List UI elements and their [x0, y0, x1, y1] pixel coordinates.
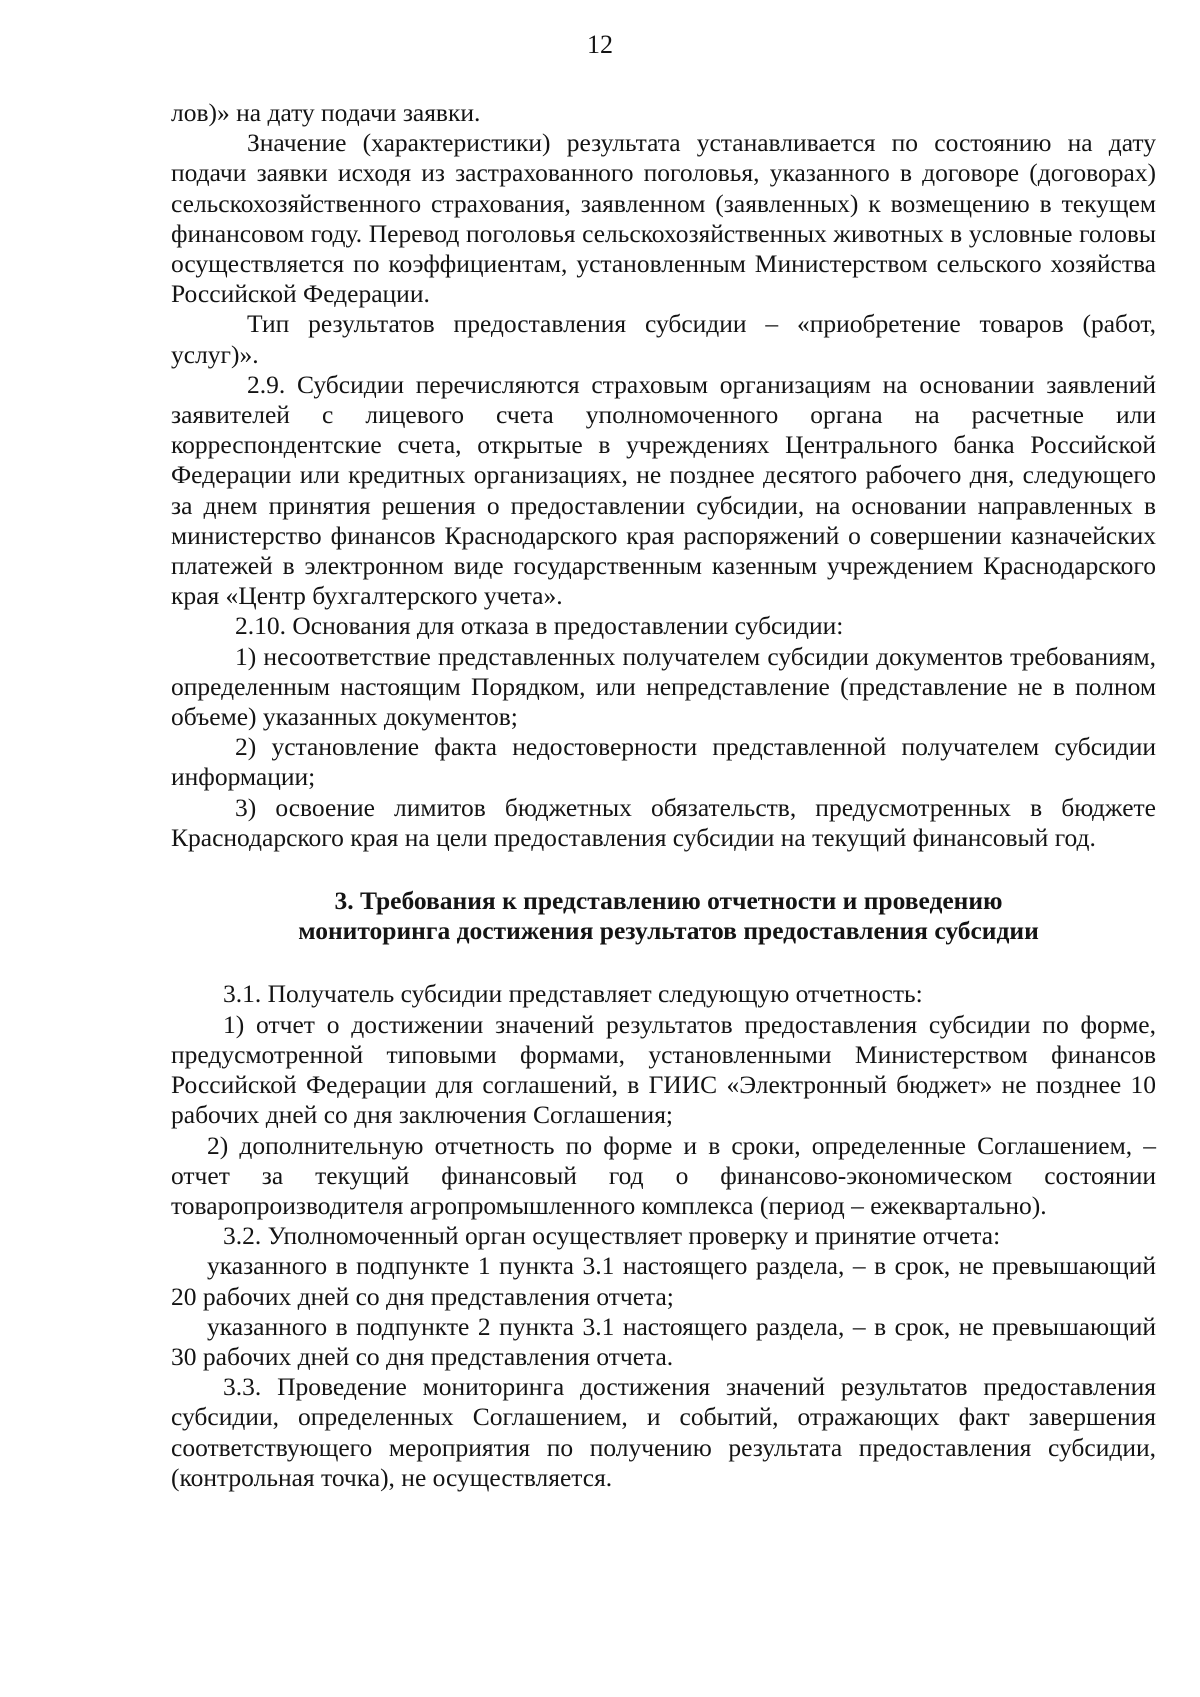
paragraph-2-9: 2.9. Субсидии перечисляются страховым организациям на основании заявлений заявителей с лицевого счета уполномоченного органа на расчетные или корреспондентские счета, открытые в учреждениях Центрального банка Российской Федерации или кредитных организациях, не позднее десятого рабочего дня, следующего за днем принятия решения о предоставлении субсидии, на основании направленных в министерство финансов Краснодарского края распоряжений о совершении казначейских платежей в электронном виде государственным казенным учреждением Краснодарского края «Центр бухгалтерского учета». [171, 369, 1156, 611]
paragraph-3-1: 3.1. Получатель субсидии представляет следующую отчетность: [223, 979, 923, 1009]
paragraph-3-1-item-1: 1) отчет о достижении значений результатов предоставления субсидии по форме, предусмотренной типовыми формами, установленными Министерством финансов Российской Федерации для соглашений, в ГИИС «Электронный бюджет» не позднее 10 рабочих дней со дня заключения Соглашения; [171, 1009, 1156, 1130]
paragraph-2-10: 2.10. Основания для отказа в предоставлении субсидии: [235, 611, 844, 641]
section-heading-line-1: 3. Требования к представлению отчетности и проведению [334, 886, 1003, 916]
paragraph-2-10-item-2: 2) установление факта недостоверности представленной получателем субсидии информации; [171, 732, 1156, 792]
paragraph-3-1-item-2: 2) дополнительную отчетность по форме и в сроки, определенные Соглашением, – отчет за текущий финансовый год о финансово-экономическом состоянии товаропроизводителя агропромышленного комплекса (период – ежеквартально). [171, 1130, 1156, 1220]
paragraph-2-10-item-3: 3) освоение лимитов бюджетных обязательств, предусмотренных в бюджете Краснодарского края на цели предоставления субсидии на текущий финансовый год. [171, 792, 1156, 852]
paragraph-3-3: 3.3. Проведение мониторинга достижения значений результатов предоставления субсидии, определенных Соглашением, и событий, отражающих факт завершения соответствующего мероприятия по получению результата предоставления субсидии, (контрольная точка), не осуществляется. [171, 1372, 1156, 1492]
document-body [171, 98, 1156, 1493]
page-number: 12 [587, 30, 613, 59]
paragraph-3-2: 3.2. Уполномоченный орган осуществляет проверку и принятие отчета: [223, 1221, 1001, 1251]
paragraph-result-value: Значение (характеристики) результата устанавливается по состоянию на дату подачи заявки исходя из застрахованного поголовья, указанного в договоре (договорах) сельскохозяйственного страхования, заявленном (заявленных) к возмещению в текущем финансовом году. Перевод поголовья сельскохозяйственных животных в условные головы осуществляется по коэффициентам, установленным Министерством сельского хозяйства Российской Федерации. [171, 128, 1156, 309]
paragraph-2-10-item-1: 1) несоответствие представленных получателем субсидии документов требованиям, определенным настоящим Порядком, или непредставление (представление не в полном объеме) указанных документов; [171, 641, 1156, 732]
paragraph-continuation: лов)» на дату подачи заявки. [171, 98, 481, 127]
paragraph-3-2-item-2: указанного в подпункте 2 пункта 3.1 настоящего раздела, – в срок, не превышающий 30 рабочих дней со дня представления отчета. [171, 1311, 1156, 1371]
section-heading-line-2: мониторинга достижения результатов предоставления субсидии [298, 916, 1039, 946]
paragraph-3-2-item-1: указанного в подпункте 1 пункта 3.1 настоящего раздела, – в срок, не превышающий 20 рабочих дней со дня представления отчета; [171, 1251, 1156, 1311]
paragraph-result-type: Тип результатов предоставления субсидии – «приобретение товаров (работ, услуг)». [171, 309, 1156, 369]
